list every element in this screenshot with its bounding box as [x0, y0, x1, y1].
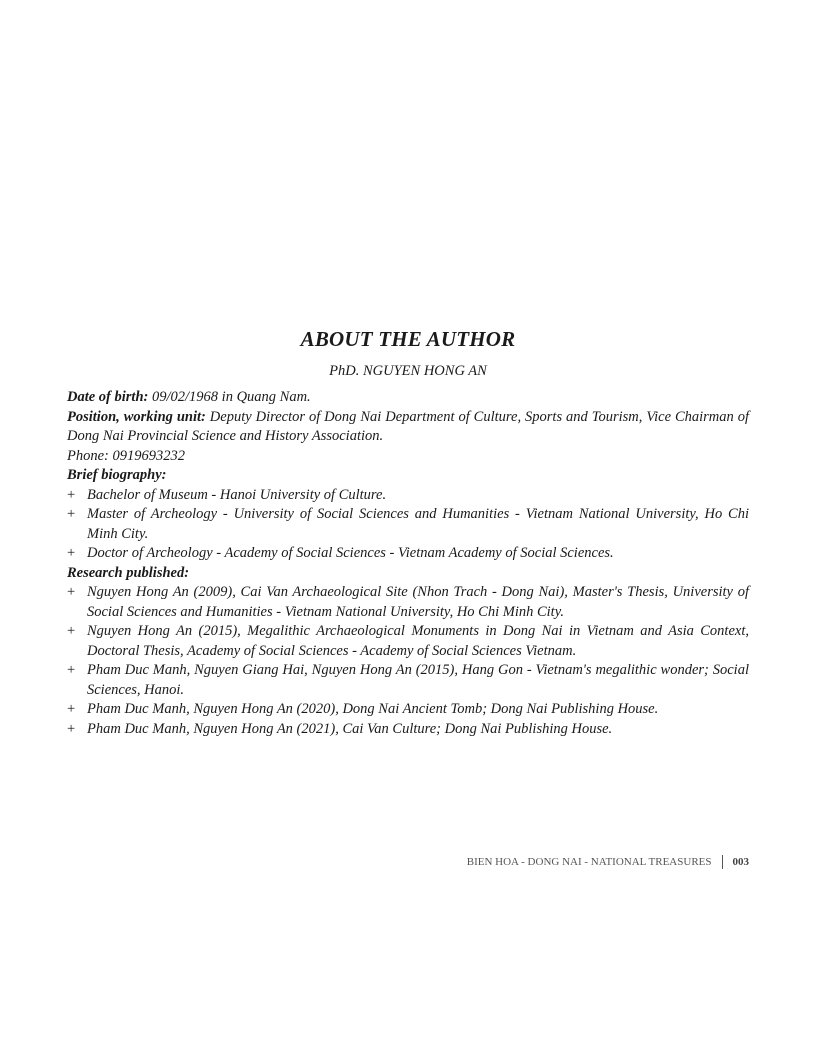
biography-heading: Brief biography: [67, 467, 167, 483]
footer-book-title: BIEN HOA - DONG NAI - NATIONAL TREASURES [466, 856, 712, 868]
research-heading: Research published: [67, 564, 190, 581]
list-item [67, 583, 749, 622]
bullet-marker: + [67, 584, 76, 600]
list-item [67, 505, 749, 544]
page-title: ABOUT THE AUTHOR [300, 327, 516, 351]
page-number: 003 [732, 856, 749, 868]
biography-item-text: Doctor of Archeology - Academy of Social Sciences - Vietnam Academy of Social Sciences. [87, 545, 614, 561]
biography-list [67, 486, 749, 564]
bullet-marker: + [67, 662, 76, 678]
phone: Phone: 0919693232 [67, 447, 185, 464]
biography-item-text: Bachelor of Museum - Hanoi University of Culture. [87, 486, 387, 503]
research-list [67, 583, 749, 739]
date-of-birth-value: 09/02/1968 in Quang Nam. [148, 389, 311, 405]
list-item [67, 544, 749, 564]
bullet-marker: + [67, 486, 76, 503]
date-of-birth [67, 388, 749, 408]
list-item [67, 720, 749, 740]
bullet-marker: + [67, 506, 76, 522]
list-item [67, 486, 749, 506]
date-of-birth-label: Date of birth: [67, 389, 149, 405]
research-item-text: Nguyen Hong An (2009), Cai Van Archaeological Site (Nhon Trach - Dong Nai), Master's Thesis, University of Social Sciences and Humanities - Vietnam National University, Ho Chi Minh City. [87, 584, 749, 620]
research-item-text: Pham Duc Manh, Nguyen Giang Hai, Nguyen Hong An (2015), Hang Gon - Vietnam's megalithic wonder; Social Sciences, Hanoi. [87, 662, 749, 698]
author-name: PhD. NGUYEN HONG AN [329, 363, 487, 379]
position-label: Position, working unit: [67, 408, 206, 425]
research-item-text: Nguyen Hong An (2015), Megalithic Archaeological Monuments in Dong Nai in Vietnam and Asia Context, Doctoral Thesis, Academy of Social Sciences - Academy of Social Sciences Vietnam. [87, 623, 749, 659]
position-working-unit [67, 408, 749, 447]
list-item [67, 661, 749, 700]
bullet-marker: + [67, 720, 76, 737]
list-item [67, 622, 749, 661]
bullet-marker: + [67, 701, 76, 717]
research-item-text: Pham Duc Manh, Nguyen Hong An (2021), Cai Van Culture; Dong Nai Publishing House. [87, 720, 613, 737]
bullet-marker: + [67, 545, 76, 561]
biography-item-text: Master of Archeology - University of Social Sciences and Humanities - Vietnam National University, Ho Chi Minh City. [87, 506, 749, 542]
page-footer [467, 855, 749, 869]
bullet-marker: + [67, 623, 76, 639]
research-item-text: Pham Duc Manh, Nguyen Hong An (2020), Dong Nai Ancient Tomb; Dong Nai Publishing House. [87, 701, 659, 717]
list-item [67, 700, 749, 720]
position-value: Deputy Director of Dong Nai Department of Culture, Sports and Tourism, Vice Chairman of Dong Nai Provincial Science and History Association. [67, 408, 749, 444]
author-details [67, 388, 749, 739]
footer-divider [722, 855, 723, 869]
